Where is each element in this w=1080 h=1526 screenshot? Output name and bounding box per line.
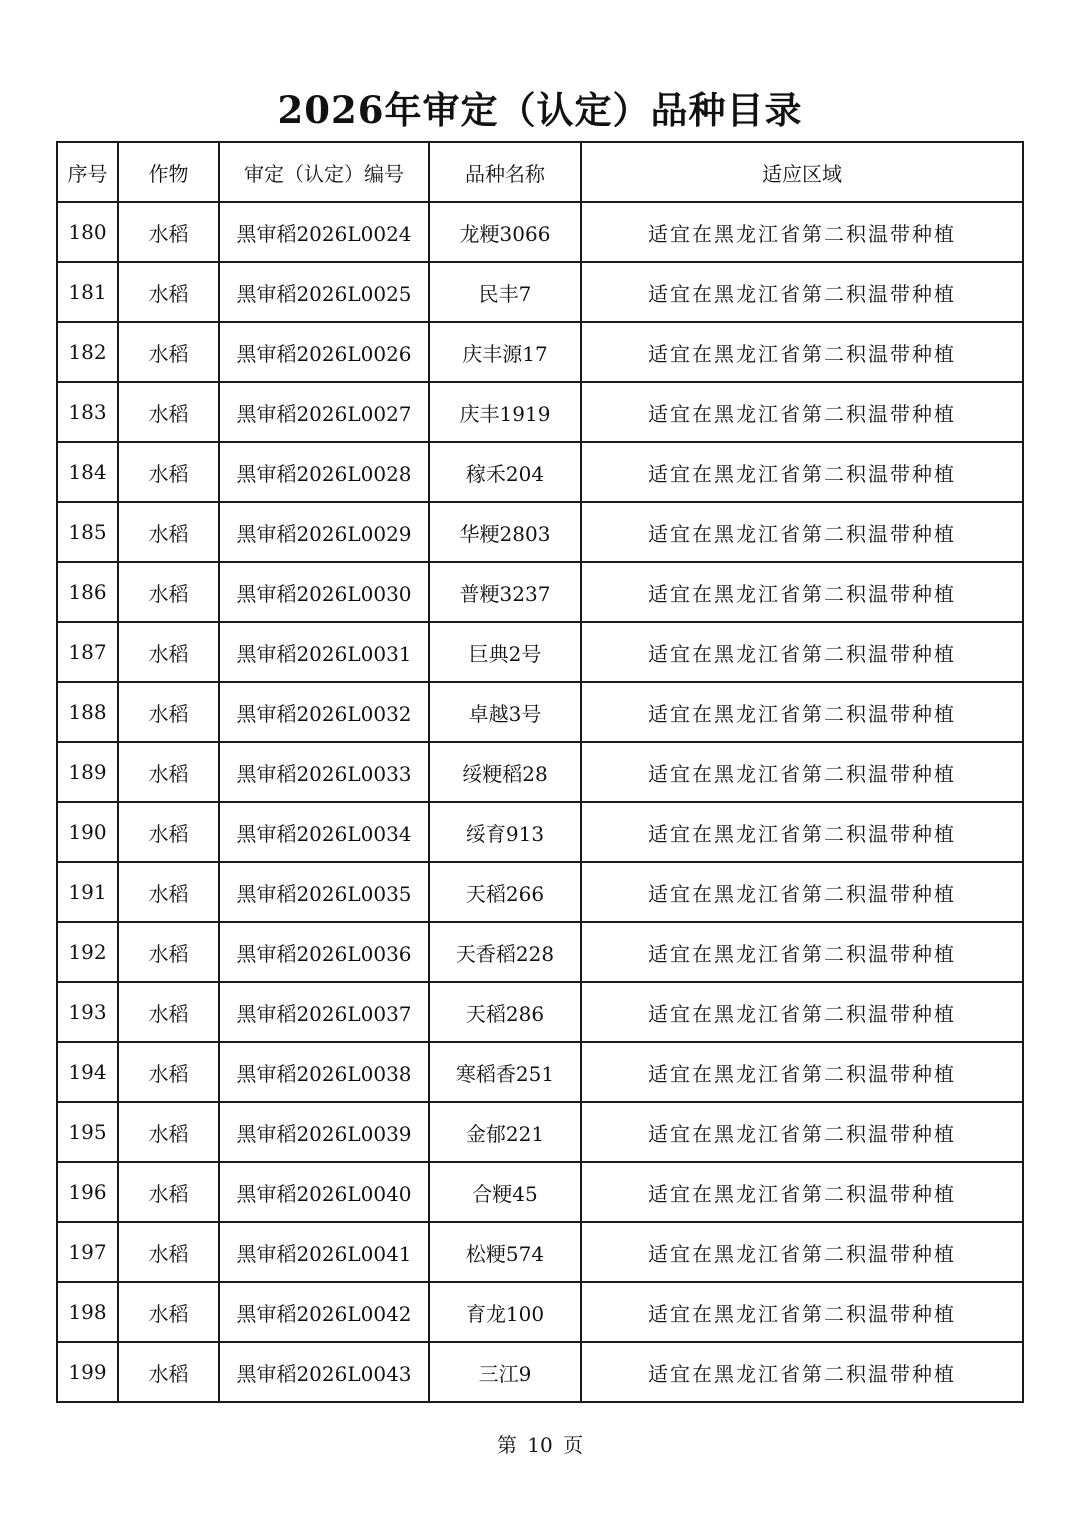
cell-suitable-region: 适宜在黑龙江省第二积温带种植: [581, 1042, 1023, 1102]
cell-crop: 水稻: [118, 862, 219, 922]
cell-variety-name: 绥育913: [429, 802, 581, 862]
cell-crop: 水稻: [118, 622, 219, 682]
header-approval-number: 审定（认定）编号: [219, 142, 429, 202]
table-row: [57, 622, 1023, 682]
table-row: [57, 862, 1023, 922]
table-row: [57, 982, 1023, 1042]
cell-crop: 水稻: [118, 202, 219, 262]
cell-serial-number: 188: [57, 682, 118, 742]
cell-approval-number: 黑审稻2026L0040: [219, 1162, 429, 1222]
cell-serial-number: 190: [57, 802, 118, 862]
cell-suitable-region: 适宜在黑龙江省第二积温带种植: [581, 1162, 1023, 1222]
cell-variety-name: 育龙100: [429, 1282, 581, 1342]
cell-serial-number: 191: [57, 862, 118, 922]
cell-variety-name: 龙粳3066: [429, 202, 581, 262]
cell-crop: 水稻: [118, 382, 219, 442]
cell-suitable-region: 适宜在黑龙江省第二积温带种植: [581, 862, 1023, 922]
cell-serial-number: 197: [57, 1222, 118, 1282]
cell-variety-name: 金郁221: [429, 1102, 581, 1162]
cell-suitable-region: 适宜在黑龙江省第二积温带种植: [581, 562, 1023, 622]
cell-variety-name: 民丰7: [429, 262, 581, 322]
cell-crop: 水稻: [118, 922, 219, 982]
cell-variety-name: 华粳2803: [429, 502, 581, 562]
cell-crop: 水稻: [118, 562, 219, 622]
cell-variety-name: 卓越3号: [429, 682, 581, 742]
cell-suitable-region: 适宜在黑龙江省第二积温带种植: [581, 1342, 1023, 1402]
cell-suitable-region: 适宜在黑龙江省第二积温带种植: [581, 1102, 1023, 1162]
page-number: 第 10 页: [496, 1433, 584, 1457]
cell-crop: 水稻: [118, 1102, 219, 1162]
cell-crop: 水稻: [118, 442, 219, 502]
table-row: [57, 1162, 1023, 1222]
cell-serial-number: 184: [57, 442, 118, 502]
cell-approval-number: 黑审稻2026L0030: [219, 562, 429, 622]
cell-serial-number: 198: [57, 1282, 118, 1342]
cell-approval-number: 黑审稻2026L0039: [219, 1102, 429, 1162]
cell-suitable-region: 适宜在黑龙江省第二积温带种植: [581, 382, 1023, 442]
cell-suitable-region: 适宜在黑龙江省第二积温带种植: [581, 742, 1023, 802]
table-row: [57, 682, 1023, 742]
cell-suitable-region: 适宜在黑龙江省第二积温带种植: [581, 802, 1023, 862]
cell-crop: 水稻: [118, 982, 219, 1042]
cell-approval-number: 黑审稻2026L0035: [219, 862, 429, 922]
cell-approval-number: 黑审稻2026L0029: [219, 502, 429, 562]
cell-variety-name: 松粳574: [429, 1222, 581, 1282]
cell-suitable-region: 适宜在黑龙江省第二积温带种植: [581, 262, 1023, 322]
cell-crop: 水稻: [118, 682, 219, 742]
cell-variety-name: 庆丰源17: [429, 322, 581, 382]
cell-approval-number: 黑审稻2026L0028: [219, 442, 429, 502]
table-row: [57, 1102, 1023, 1162]
table-row: [57, 802, 1023, 862]
cell-variety-name: 普粳3237: [429, 562, 581, 622]
cell-approval-number: 黑审稻2026L0037: [219, 982, 429, 1042]
cell-crop: 水稻: [118, 1342, 219, 1402]
header-suitable-region: 适应区域: [581, 142, 1023, 202]
table-row: [57, 742, 1023, 802]
table-row: [57, 322, 1023, 382]
cell-serial-number: 192: [57, 922, 118, 982]
cell-variety-name: 合粳45: [429, 1162, 581, 1222]
cell-variety-name: 天香稻228: [429, 922, 581, 982]
variety-catalog-table: [56, 141, 1024, 1403]
cell-serial-number: 195: [57, 1102, 118, 1162]
cell-crop: 水稻: [118, 1162, 219, 1222]
cell-crop: 水稻: [118, 502, 219, 562]
cell-approval-number: 黑审稻2026L0027: [219, 382, 429, 442]
header-serial-number: 序号: [57, 142, 118, 202]
cell-suitable-region: 适宜在黑龙江省第二积温带种植: [581, 1282, 1023, 1342]
table-row: [57, 922, 1023, 982]
cell-serial-number: 180: [57, 202, 118, 262]
cell-suitable-region: 适宜在黑龙江省第二积温带种植: [581, 502, 1023, 562]
cell-variety-name: 稼禾204: [429, 442, 581, 502]
cell-crop: 水稻: [118, 322, 219, 382]
cell-variety-name: 天稻266: [429, 862, 581, 922]
cell-serial-number: 185: [57, 502, 118, 562]
cell-serial-number: 186: [57, 562, 118, 622]
cell-serial-number: 194: [57, 1042, 118, 1102]
cell-suitable-region: 适宜在黑龙江省第二积温带种植: [581, 202, 1023, 262]
cell-suitable-region: 适宜在黑龙江省第二积温带种植: [581, 982, 1023, 1042]
cell-suitable-region: 适宜在黑龙江省第二积温带种植: [581, 622, 1023, 682]
table-row: [57, 1282, 1023, 1342]
cell-approval-number: 黑审稻2026L0025: [219, 262, 429, 322]
table-body: [57, 202, 1023, 1402]
header-row: [57, 142, 1023, 202]
cell-approval-number: 黑审稻2026L0034: [219, 802, 429, 862]
cell-serial-number: 182: [57, 322, 118, 382]
cell-suitable-region: 适宜在黑龙江省第二积温带种植: [581, 442, 1023, 502]
table-row: [57, 202, 1023, 262]
table-row: [57, 502, 1023, 562]
cell-crop: 水稻: [118, 1042, 219, 1102]
cell-approval-number: 黑审稻2026L0043: [219, 1342, 429, 1402]
cell-serial-number: 189: [57, 742, 118, 802]
table-row: [57, 1042, 1023, 1102]
cell-variety-name: 寒稻香251: [429, 1042, 581, 1102]
header-crop: 作物: [118, 142, 219, 202]
cell-suitable-region: 适宜在黑龙江省第二积温带种植: [581, 322, 1023, 382]
table-header: [57, 142, 1023, 202]
cell-approval-number: 黑审稻2026L0026: [219, 322, 429, 382]
cell-suitable-region: 适宜在黑龙江省第二积温带种植: [581, 922, 1023, 982]
cell-approval-number: 黑审稻2026L0041: [219, 1222, 429, 1282]
page-title: 2026年审定（认定）品种目录: [277, 88, 803, 132]
cell-crop: 水稻: [118, 1222, 219, 1282]
cell-crop: 水稻: [118, 262, 219, 322]
cell-suitable-region: 适宜在黑龙江省第二积温带种植: [581, 1222, 1023, 1282]
cell-crop: 水稻: [118, 802, 219, 862]
cell-approval-number: 黑审稻2026L0033: [219, 742, 429, 802]
table-row: [57, 562, 1023, 622]
cell-serial-number: 183: [57, 382, 118, 442]
cell-approval-number: 黑审稻2026L0038: [219, 1042, 429, 1102]
cell-approval-number: 黑审稻2026L0032: [219, 682, 429, 742]
table-row: [57, 1222, 1023, 1282]
cell-serial-number: 193: [57, 982, 118, 1042]
cell-serial-number: 181: [57, 262, 118, 322]
cell-variety-name: 三江9: [429, 1342, 581, 1402]
cell-variety-name: 绥粳稻28: [429, 742, 581, 802]
header-variety-name: 品种名称: [429, 142, 581, 202]
cell-crop: 水稻: [118, 742, 219, 802]
cell-suitable-region: 适宜在黑龙江省第二积温带种植: [581, 682, 1023, 742]
cell-variety-name: 庆丰1919: [429, 382, 581, 442]
cell-approval-number: 黑审稻2026L0042: [219, 1282, 429, 1342]
table-row: [57, 442, 1023, 502]
cell-approval-number: 黑审稻2026L0036: [219, 922, 429, 982]
table-row: [57, 382, 1023, 442]
cell-approval-number: 黑审稻2026L0031: [219, 622, 429, 682]
cell-variety-name: 巨典2号: [429, 622, 581, 682]
cell-serial-number: 187: [57, 622, 118, 682]
cell-serial-number: 199: [57, 1342, 118, 1402]
table-row: [57, 1342, 1023, 1402]
cell-serial-number: 196: [57, 1162, 118, 1222]
table-row: [57, 262, 1023, 322]
cell-variety-name: 天稻286: [429, 982, 581, 1042]
cell-crop: 水稻: [118, 1282, 219, 1342]
cell-approval-number: 黑审稻2026L0024: [219, 202, 429, 262]
